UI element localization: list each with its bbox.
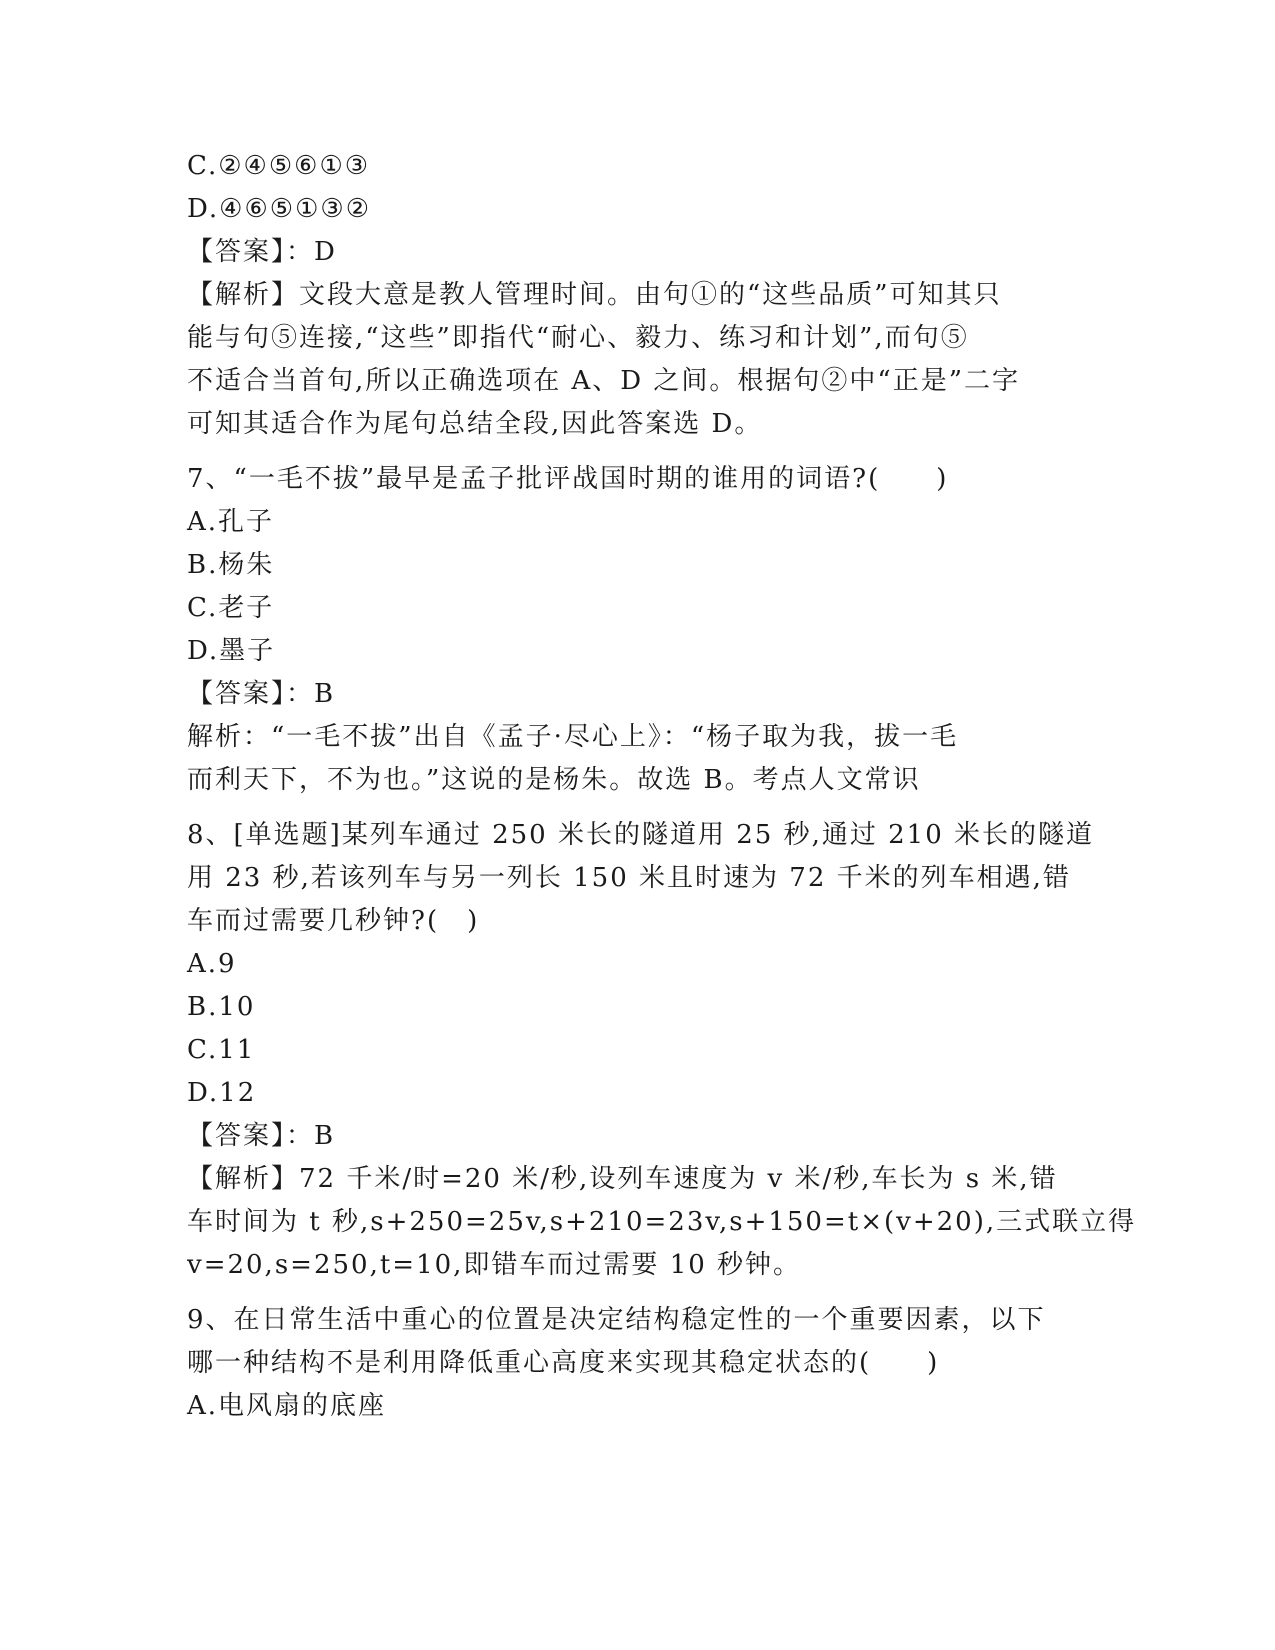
option-a: A.孔子 (187, 507, 275, 537)
analysis-line: 而利天下，不为也。”这说的是杨朱。故选 B。考点人文常识 (187, 765, 921, 795)
document-page (187, 145, 1137, 1428)
answer: 【答案】：D (187, 237, 337, 267)
option-c: C.②④⑤⑥①③ (187, 151, 371, 181)
question-stem: 哪一种结构不是利用降低重心高度来实现其稳定状态的( ) (187, 1348, 940, 1378)
question-stem: 8、[单选题]某列车通过 250 米长的隧道用 25 秒,通过 210 米长的隧道 (187, 820, 1095, 850)
analysis-line: 【解析】文段大意是教人管理时间。由句①的“这些品质”可知其只 (187, 280, 1002, 310)
option-a: A.9 (187, 949, 237, 979)
spacer (187, 1287, 1087, 1299)
option-d: D.④⑥⑤①③② (187, 194, 372, 224)
question-stem: 用 23 秒,若该列车与另一列长 150 米且时速为 72 千米的列车相遇,错 (187, 863, 1071, 893)
analysis-line: 【解析】72 千米/时=20 米/秒,设列车速度为 v 米/秒,车长为 s 米,错 (187, 1164, 1058, 1194)
option-c: C.老子 (187, 593, 275, 623)
answer: 【答案】：B (187, 679, 336, 709)
option-c: C.11 (187, 1035, 256, 1065)
option-b: B.10 (187, 992, 256, 1022)
answer: 【答案】：B (187, 1121, 336, 1151)
analysis-line: 可知其适合作为尾句总结全段,因此答案选 D。 (187, 409, 763, 439)
analysis-line: 解析：“一毛不拔”出自《孟子·尽心上》：“杨子取为我，拔一毛 (187, 722, 959, 752)
analysis-line: 能与句⑤连接,“这些”即指代“耐心、毅力、练习和计划”,而句⑤ (187, 323, 969, 353)
analysis-line: 不适合当首句,所以正确选项在 A、D 之间。根据句②中“正是”二字 (187, 366, 1021, 396)
option-a: A.电风扇的底座 (187, 1391, 387, 1421)
question-stem: 9、在日常生活中重心的位置是决定结构稳定性的一个重要因素，以下 (187, 1305, 1046, 1335)
option-b: B.杨朱 (187, 550, 275, 580)
analysis-line: v=20,s=250,t=10,即错车而过需要 10 秒钟。 (187, 1250, 802, 1280)
question-stem: 7、“一毛不拔”最早是孟子批评战国时期的谁用的词语?( ) (187, 464, 949, 494)
question-stem: 车而过需要几秒钟?( ) (187, 906, 480, 936)
question-6-tail (187, 145, 1087, 446)
option-d: D.12 (187, 1078, 257, 1108)
question-9 (187, 1299, 1087, 1428)
question-7 (187, 458, 1087, 802)
analysis-line: 车时间为 t 秒,s+250=25v,s+210=23v,s+150=t×(v+20),三式联立得 (187, 1207, 1137, 1237)
option-d: D.墨子 (187, 636, 276, 666)
spacer (187, 446, 1087, 458)
spacer (187, 802, 1087, 814)
question-8 (187, 814, 1137, 1287)
